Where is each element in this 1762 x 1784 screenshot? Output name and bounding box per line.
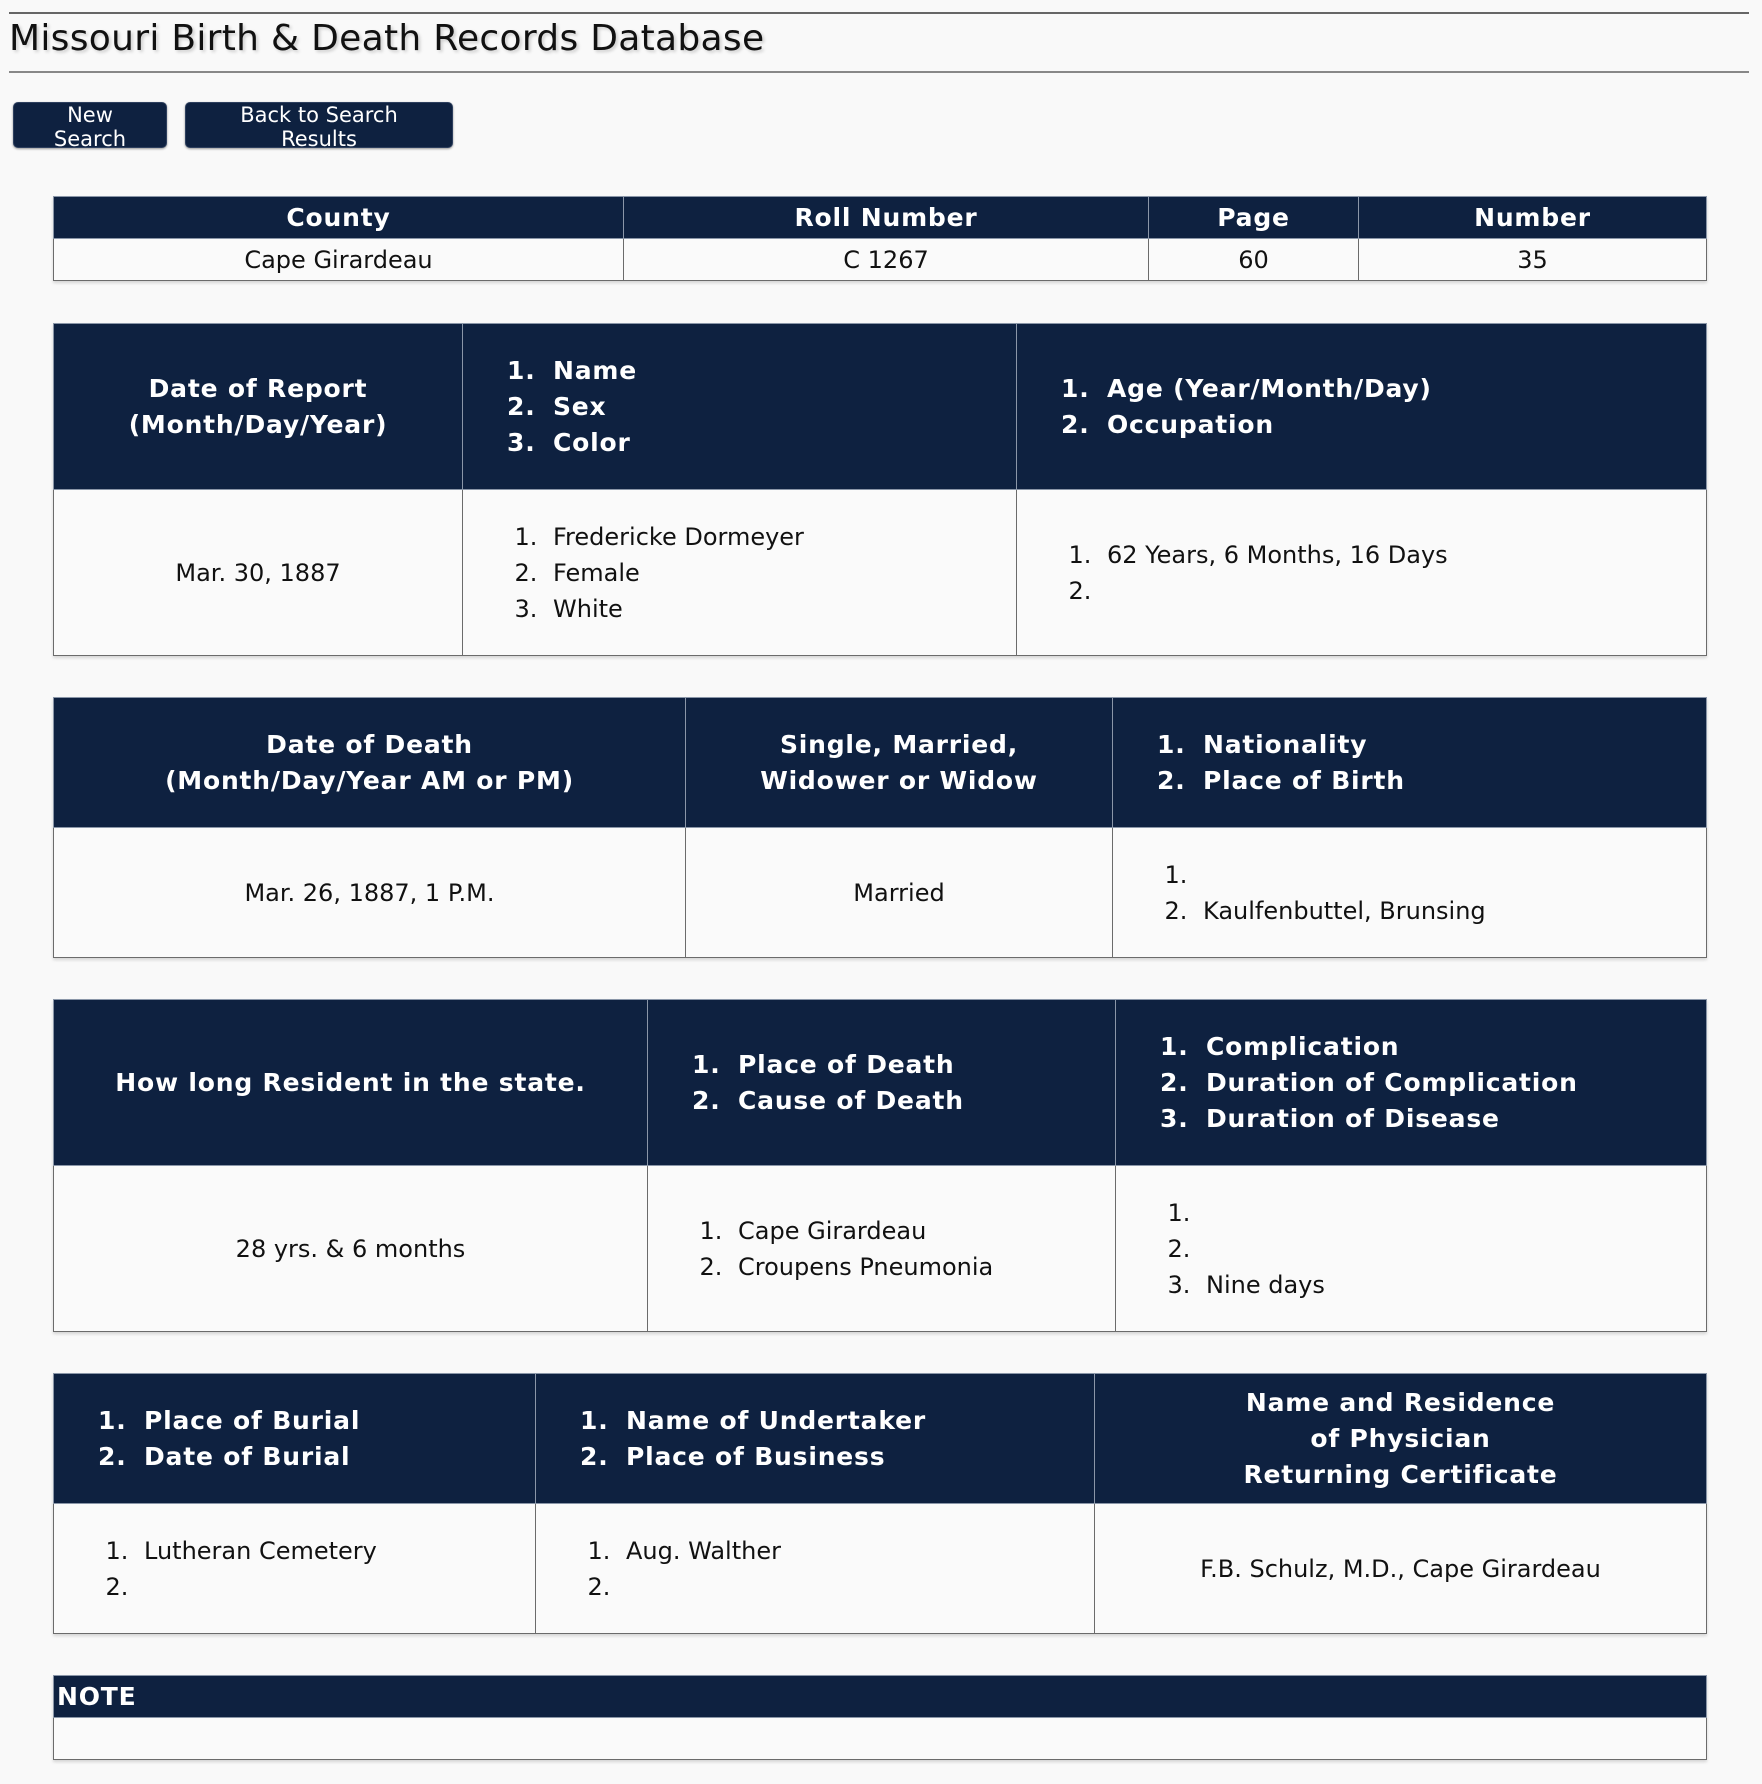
note-header: NOTE: [54, 1676, 1707, 1718]
undertaker-value: [536, 1504, 1095, 1634]
date-of-burial-header: 2. Date of Burial: [136, 1439, 495, 1475]
date-of-report-header-line2: (Month/Day/Year): [128, 409, 388, 439]
marital-status-header-line2: Widower or Widow: [760, 765, 1038, 795]
sex-header: 2. Sex: [545, 389, 976, 425]
age-value: 1. 62 Years, 6 Months, 16 Days: [1099, 537, 1666, 573]
disease-duration-value: 3. Nine days: [1198, 1267, 1666, 1303]
occupation-value: [1099, 573, 1666, 609]
burial-table: [53, 1373, 1707, 1634]
number-header: Number: [1359, 197, 1707, 239]
residence-duration-value: 28 yrs. & 6 months: [54, 1166, 648, 1332]
complication-duration-value: [1198, 1231, 1666, 1267]
roll-number-value: C 1267: [624, 239, 1149, 281]
marital-status-header-line1: Single, Married,: [779, 729, 1019, 759]
place-cause-header: [648, 1000, 1116, 1166]
residence-duration-header: How long Resident in the state.: [54, 1000, 648, 1166]
date-of-report-header: [54, 324, 463, 490]
place-of-death-header: 1. Place of Death: [730, 1047, 1075, 1083]
new-search-button[interactable]: New Search: [13, 102, 167, 148]
date-of-report-value: Mar. 30, 1887: [54, 490, 463, 656]
complication-name-value: [1198, 1195, 1666, 1231]
date-of-death-value: Mar. 26, 1887, 1 P.M.: [54, 828, 686, 958]
age-header: 1. Age (Year/Month/Day): [1099, 371, 1666, 407]
disease-duration-header: 3. Duration of Disease: [1198, 1101, 1666, 1137]
place-of-burial-value: 1. Lutheran Cemetery: [136, 1533, 495, 1569]
color-value: 3. White: [545, 591, 976, 627]
name-sex-color-value: [463, 490, 1017, 656]
name-value: 1. Fredericke Dormeyer: [545, 519, 976, 555]
cause-of-death-table: [53, 999, 1707, 1332]
cause-of-death-value: 2. Croupens Pneumonia: [730, 1249, 1075, 1285]
date-of-report-header-line1: Date of Report: [148, 373, 368, 403]
undertaker-name-value: 1. Aug. Walther: [618, 1533, 1054, 1569]
sex-value: 2. Female: [545, 555, 976, 591]
nationality-value: [1195, 857, 1666, 893]
age-occupation-value: [1017, 490, 1707, 656]
page-value: 60: [1149, 239, 1359, 281]
place-of-birth-header: 2. Place of Birth: [1195, 763, 1666, 799]
date-of-burial-value: [136, 1569, 495, 1605]
date-of-death-header-line1: Date of Death: [266, 729, 473, 759]
number-value: 35: [1359, 239, 1707, 281]
complication-header: [1116, 1000, 1707, 1166]
color-header: 3. Color: [545, 425, 976, 461]
title-rule: [9, 71, 1749, 73]
complication-name-header: 1. Complication: [1198, 1029, 1666, 1065]
physician-header: [1095, 1374, 1707, 1504]
nationality-header: 1. Nationality: [1195, 727, 1666, 763]
occupation-header: 2. Occupation: [1099, 407, 1666, 443]
nationality-birthplace-value: [1113, 828, 1707, 958]
date-of-death-header: [54, 698, 686, 828]
county-header: County: [54, 197, 624, 239]
place-cause-value: [648, 1166, 1116, 1332]
place-of-birth-value: 2. Kaulfenbuttel, Brunsing: [1195, 893, 1666, 929]
back-to-results-button[interactable]: Back to Search Results: [185, 102, 453, 148]
county-value: Cape Girardeau: [54, 239, 624, 281]
page-title: Missouri Birth & Death Records Database: [9, 18, 765, 59]
note-value: [54, 1718, 1707, 1760]
burial-value: [54, 1504, 536, 1634]
complication-value: [1116, 1166, 1707, 1332]
age-occupation-header: [1017, 324, 1707, 490]
nationality-birthplace-header: [1113, 698, 1707, 828]
cause-of-death-header: 2. Cause of Death: [730, 1083, 1075, 1119]
physician-value: F.B. Schulz, M.D., Cape Girardeau: [1095, 1504, 1707, 1634]
undertaker-name-header: 1. Name of Undertaker: [618, 1403, 1054, 1439]
name-sex-color-header: [463, 324, 1017, 490]
physician-header-line1: Name and Residence: [1245, 1387, 1556, 1417]
marital-status-header: [686, 698, 1113, 828]
complication-duration-header: 2. Duration of Complication: [1198, 1065, 1666, 1101]
burial-header: [54, 1374, 536, 1504]
place-of-death-value: 1. Cape Girardeau: [730, 1213, 1075, 1249]
roll-number-header: Roll Number: [624, 197, 1149, 239]
place-of-business-header: 2. Place of Business: [618, 1439, 1054, 1475]
death-table: [53, 697, 1707, 958]
date-of-death-header-line2: (Month/Day/Year AM or PM): [165, 765, 574, 795]
place-of-burial-header: 1. Place of Burial: [136, 1403, 495, 1439]
note-table: [53, 1675, 1707, 1760]
page-header: Page: [1149, 197, 1359, 239]
marital-status-value: Married: [686, 828, 1113, 958]
record-summary-table: [53, 196, 1707, 281]
place-of-business-value: [618, 1569, 1054, 1605]
report-table: [53, 323, 1707, 656]
undertaker-header: [536, 1374, 1095, 1504]
physician-header-line3: Returning Certificate: [1243, 1459, 1558, 1489]
name-header: 1. Name: [545, 353, 976, 389]
physician-header-line2: of Physician: [1310, 1423, 1491, 1453]
